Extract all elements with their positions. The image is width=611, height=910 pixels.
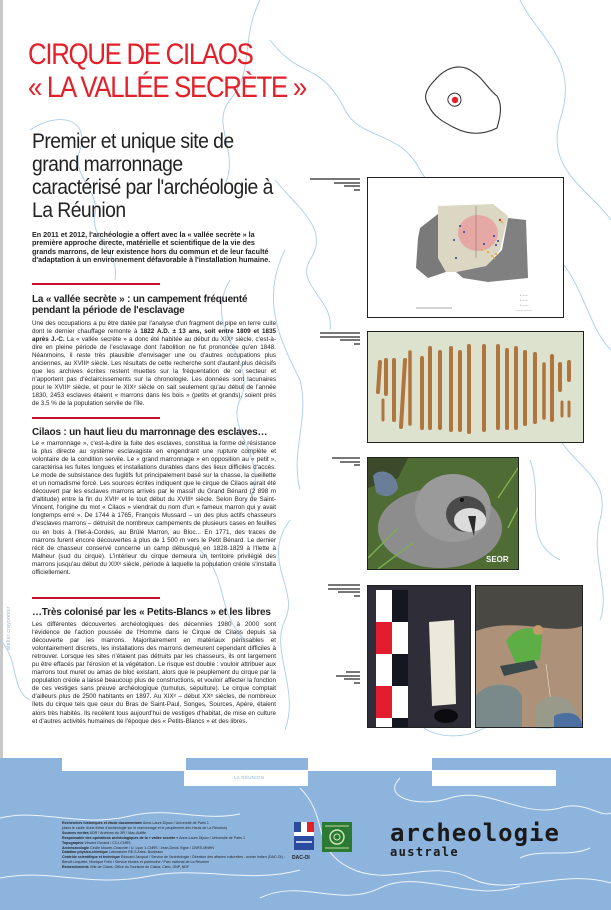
caption-excavation xyxy=(290,671,360,685)
section-body-petits-blancs: Les différentes découvertes archéologiques des décennies 1980 à 2000 sont l'évidence de l'action poussée de l'Homme dans le Cirque de Cilaos depuis sa découverte par les marrons. Majoritairement en matériaux périssables et volontairement discrets, les installations des marrons demeurent cependant difficiles à retrouver. Lorsque les sites n'étaient pas détruits par les chasseurs, ils ont largement pu être effacés par l'érosion et la végétation. Le risque est double : vouloir attribuer aux marrons tout muret ou amas de bloc existant, alors que le peuplement du cirque par la population créole a laissé beaucoup plus de constructions, et vouloir affecter la fonction de ces vestiges sans preuve archéologique (tumulus, sépulture). Le cirque comptait d'ailleurs plus de 2500 habitants en 1897. Au XIXᵉ – début XXᵉ siècles, de nombreux îlets du cirque tels que ceux du Bras de Saint-Paul, Songes, Sources, Apère, étaient alors très habités. Ils recèlent tous aujourd'hui de vestiges d'habitat, de mise en culture et d'autres activités humaines de l'époque des « Petits-Blancs » et des libres. xyxy=(32,621,276,725)
designer-credit-vertical: atelier crayonnoir xyxy=(6,606,12,650)
reunion-island-location-map xyxy=(405,50,505,150)
section-body-cilaos-marronnage: Le « marronnage », c'est-à-dire la fuite des esclaves, constitua la forme de résistance la plus directe au système esclavagiste en engendrant une rupture complète et volontaire de la condition servile. Le « grand marronnage » en opposition au « petit », caractérisa les fuites longues et installations durables dans des lieux difficiles d'accès. Le mode de subsistance des fugitifs fut principalement basé sur la chasse, la cueillette et un nomadisme forcé. Les sources écrites indiquent que le cirque de Cilaos aurait été découvert par les esclaves marrons arrivés par le massif du Grand Bénard (2 898 m d'altitude) entre la fin du XVIIᵉ et le tout début du XVIIIᵉ siècle. Selon Bory de Saint-Vincent, l'origine du mot « Cilaos » viendrait du nom d'un « fameux marron qui y avait longtemps erré ». De 1744 à 1765, François Mussard – un des plus actifs chasseurs d'esclaves marrons – détruisit de nombreux campements de plusieurs cases en feuilles ou en bois à l'Ilet-à-Cordes, au Brûlé Marron, au Bloc... En 1771, des traces de marrons furent encore découvertes à plus de 1 500 m vers le Petit Bénard. Le dernier récit de chasseur conservé concerne un camp débusqué en 1828-1829 à l'Ilette à Malheur (sud du cirque). L'intérieur du cirque demeura un territoire privilégié des marrons jusqu'au début du XIXᵉ siècle, période à laquelle la population créole s'installa officiellement. xyxy=(32,440,276,576)
credit-line: Topographie Vincent Durand / CCJ-CNRS xyxy=(62,840,131,845)
credits-block xyxy=(62,821,292,870)
credit-line: Datation physico-chimique Laboratoire RE.S Artes, Bordeaux xyxy=(62,850,164,855)
section-divider xyxy=(32,283,160,285)
intro-paragraph: En 2011 et 2012, l'archéologie a offert avec la « vallée secrète » la première approche directe, matérielle et scientifique de la vie des grands marrons, de leur existence hors du commun et de leur faculté d'adaptation à un environnement défavorable à l'installation humaine. xyxy=(32,230,271,265)
caption-bones xyxy=(290,332,360,346)
bones-photo xyxy=(367,331,584,443)
title-line-1: CIRQUE DE CILAOS xyxy=(28,38,253,71)
petrel-chick-photo xyxy=(367,457,519,570)
section-body-vallee-secrete: Une des occupations a pu être datée par l'analyse d'un fragment de pipe en terre cuite dont le dernier chauffage remonte à 1822 A.D. ± 13 ans, soit entre 1809 et 1835 après J.-C. La « vallée secrète » a donc été habitée au début du XIXᵉ siècle, c'est-à-dire en pleine période de l'esclavage dont l'abolition ne fut prononcée qu'en 1848. Néanmoins, il reste très plausible d'envisager une ou d'autres occupations plus anciennes, au XVIIIᵉ siècle. Les résultats de cette recherche sont d'autant plus décisifs que les archives écrites restent muettes sur la fréquentation de ce secteur et n'apportent pas d'éclaircissements sur la chronologie. Les données sont lacunaires pour le XVIIIᵉ siècle, et pour le XIXᵉ siècle on sait seulement qu'au début de l'année 1830, 2453 esclaves étaient « marrons dans les bois » (petits et grands), soient près de 3,5 % de la population servile de l'île. xyxy=(32,320,276,408)
section-heading-cilaos-marronnage: Cilaos : un haut lieu du marronnage des esclaves… xyxy=(32,427,268,438)
svg-text:• ——: • —— xyxy=(520,303,528,307)
poster-title xyxy=(28,38,306,104)
cilaos-location-dot xyxy=(452,97,458,103)
credit-line: Contrôle scientifique et technique Édouard Jacquot / Service de l'archéologie / Direction des affaires culturelles - océan Indien (DAC-OI) ; Benoît Lequette, Monique Folio / Service études et patrimoine / Parc national de La Réunion xyxy=(62,855,285,865)
svg-text:• ——: • —— xyxy=(520,298,528,302)
poster-subtitle: Premier et unique site de grand marronnage caractérisé par l'archéologie à La Réunion xyxy=(32,129,273,222)
section-divider xyxy=(32,417,160,419)
credit-line: Responsable des opérations archéologiques de la « vallée secrète » Anne-Laure Dijoux / Université de Paris 1 xyxy=(62,835,245,840)
credit-line: Remerciements Ville de Cilaos, Office du Tourisme de Cilaos, Cielo, GNP, NDF xyxy=(62,865,190,870)
excavation-photo xyxy=(475,585,583,728)
republique-francaise-logo-icon xyxy=(294,822,314,850)
credit-line: Recherches historiques et étude documentaire Anne-Laure Dijoux / Université de Paris 1 xyxy=(62,821,209,825)
archeologie-australe-logo-subtitle: australe xyxy=(390,845,459,859)
archeologie-australe-logo: archeologie xyxy=(390,819,560,847)
svg-text:—— ———: —— ——— xyxy=(516,308,532,312)
title-line-2: « LA VALLÉE SECRÈTE » xyxy=(28,71,306,104)
seor-watermark: SEOR xyxy=(486,555,509,564)
dac-oi-label: DAC-OI xyxy=(292,855,310,861)
footer-tab-reunion: LA RÉUNION xyxy=(184,770,308,786)
parc-national-reunion-logo-icon xyxy=(322,822,352,852)
credit-line: Archéozoologie Cécile Mourer-Chauviré / U. Lyon 1-CNRS ; Jean-Denis Vigne / CNRS-MNHN xyxy=(62,845,214,850)
caption-petrel xyxy=(290,457,360,468)
site-plan-figure xyxy=(367,177,564,318)
scale-bar xyxy=(376,590,408,727)
section-divider xyxy=(32,597,160,599)
caption-site-plan xyxy=(290,178,360,192)
caption-pipe xyxy=(290,584,360,598)
pipe-fragment-photo xyxy=(367,585,471,728)
svg-text:• ——: • —— xyxy=(520,293,528,297)
section-heading-petits-blancs: …Très colonisé par les « Petits-Blancs » et les libres xyxy=(32,607,271,618)
credit-line: Sources écrites ADR / Archives du JIR / Mac-Auliffe xyxy=(62,830,147,835)
credit-line: (dans le cadre d'une thèse d'archéologie sur le marronnage et le peuplement des Hauts de La Réunion) xyxy=(62,825,227,830)
section-heading-vallee-secrete: La « vallée secrète » : un campement fréquenté pendant la période de l'esclavage xyxy=(32,294,248,316)
